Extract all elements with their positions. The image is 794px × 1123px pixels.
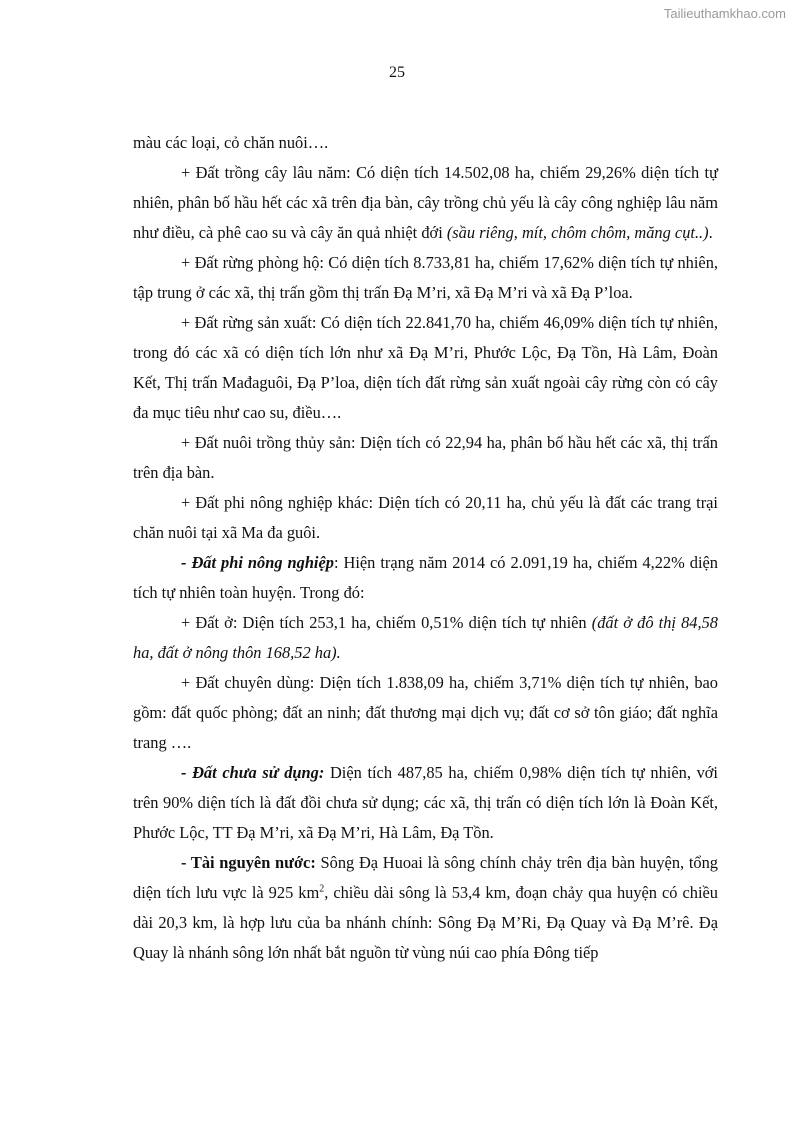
paragraph (133, 158, 718, 248)
section-label: - Đất phi nông nghiệp (181, 553, 334, 572)
paragraph (133, 548, 718, 608)
text: + Đất ở: Diện tích 253,1 ha, chiếm 0,51% diện tích tự nhiên (181, 613, 592, 632)
text: , chiều dài sông là 53,4 km, đoạn chảy qua huyện có chiều dài 20,3 km, là hợp lưu của ba nhánh chính: Sông Đạ M’Ri, Đạ Quay và Đạ M’rê. Đạ Quay là nhánh sông lớn nhất bắt nguồn từ vùng núi cao phía Đông tiếp (133, 883, 718, 962)
document-body (133, 128, 718, 968)
page-number: 25 (389, 64, 405, 81)
paragraph (133, 758, 718, 848)
section-label: - Tài nguyên nước: (181, 853, 316, 872)
italic-text: (đất ở đô thị 84,58 ha, đất ở nông thôn 168,52 ha). (133, 613, 718, 662)
superscript: 2 (319, 883, 325, 895)
paragraph (133, 608, 718, 668)
text: Diện tích 487,85 ha, chiếm 0,98% diện tích tự nhiên, với trên 90% diện tích là đất đồi chưa sử dụng; các xã, thị trấn có diện tích lớn là Đoàn Kết, Phước Lộc, TT Đạ M’ri, xã Đạ M’ri, Hà Lâm, Đạ Tồn. (133, 763, 718, 842)
section-label: - Đất chưa sử dụng: (181, 763, 325, 782)
paragraph (133, 848, 718, 968)
paragraph: + Đất rừng phòng hộ: Có diện tích 8.733,81 ha, chiếm 17,62% diện tích tự nhiên, tập trung ở các xã, thị trấn gồm thị trấn Đạ M’ri, xã Đạ M’ri và xã Đạ P’loa. (133, 253, 718, 302)
text: . (708, 223, 713, 242)
paragraph: + Đất phi nông nghiệp khác: Diện tích có 20,11 ha, chủ yếu là đất các trang trại chăn nuôi tại xã Ma đa guôi. (133, 493, 718, 542)
paragraph: + Đất chuyên dùng: Diện tích 1.838,09 ha, chiếm 3,71% diện tích tự nhiên, bao gồm: đất quốc phòng; đất an ninh; đất thương mại dịch vụ; đất cơ sở tôn giáo; đất nghĩa trang …. (133, 673, 718, 752)
paragraph: + Đất rừng sản xuất: Có diện tích 22.841,70 ha, chiếm 46,09% diện tích tự nhiên, trong đó các xã có diện tích lớn như xã Đạ M’ri, Phước Lộc, Đạ Tồn, Hà Lâm, Đoàn Kết, Thị trấn Mađaguôi, Đạ P’loa, diện tích đất rừng sản xuất ngoài cây rừng còn có cây đa mục tiêu như cao su, điều…. (133, 313, 718, 422)
text: : Hiện trạng năm 2014 có 2.091,19 ha, chiếm 4,22% diện tích tự nhiên toàn huyện. Trong đó: (133, 553, 718, 602)
watermark: Tailieuthamkhao.com (663, 6, 786, 21)
text: + Đất trồng cây lâu năm: Có diện tích 14.502,08 ha, chiếm 29,26% diện tích tự nhiên, phân bố hầu hết các xã trên địa bàn, cây trồng chủ yếu là cây công nghiệp lâu năm như điều, cà phê cao su và cây ăn quả nhiệt đới (133, 163, 718, 242)
italic-text: (sầu riêng, mít, chôm chôm, măng cụt..) (446, 223, 709, 242)
text: Sông Đạ Huoai là sông chính chảy trên địa bàn huyện, tổng diện tích lưu vực là 925 km (133, 853, 718, 902)
paragraph: màu các loại, cỏ chăn nuôi…. (133, 133, 329, 152)
paragraph: + Đất nuôi trồng thủy sản: Diện tích có 22,94 ha, phân bố hầu hết các xã, thị trấn trên địa bàn. (133, 433, 718, 482)
